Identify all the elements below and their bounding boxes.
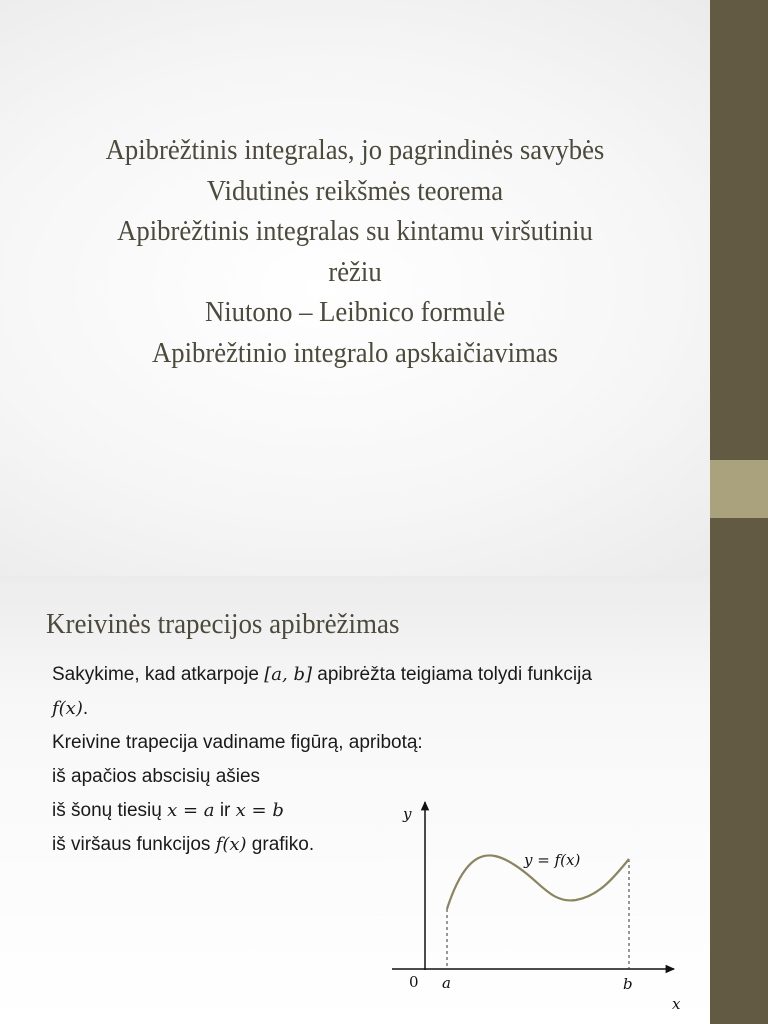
body-line-4: iš apačios abscisių ašies — [52, 766, 261, 787]
title-line-4: rėžiu — [328, 255, 382, 288]
body-line-2 — [52, 692, 722, 726]
title-line-3: Apibrėžtinis integralas su kintamu viršutiniu — [117, 215, 593, 247]
function-fx: f(x) — [52, 698, 83, 719]
x-axis-label: x — [672, 995, 681, 1013]
interval-ab: [a, b] — [264, 664, 313, 685]
function-fx-2: f(x) — [215, 834, 247, 855]
title-line-5: Niutono – Leibnico formulė — [204, 296, 506, 328]
title-line-1: Apibrėžtinis integralas, jo pagrindinės savybės — [105, 134, 605, 166]
title-line-2: Vidutinės reikšmės teorema — [206, 174, 504, 207]
sidebar-accent-block — [710, 460, 768, 518]
eq-x-a: x = a — [167, 800, 215, 821]
eq-x-b: x = b — [235, 800, 284, 821]
curve-label: y = f(x) — [524, 851, 581, 869]
title-line-6: Apibrėžtinio integralo apskaičiavimas — [151, 336, 559, 369]
y-axis-label: y — [403, 805, 412, 823]
slide-2 — [0, 576, 768, 1024]
body-line-3: Kreivine trapecija vadiname figūrą, apribotą: — [52, 732, 423, 753]
slide-2-sidebar — [710, 576, 768, 1024]
line2-period: . — [82, 698, 89, 719]
line6-text-post: grafiko. — [246, 834, 315, 855]
a-label: a — [442, 974, 451, 992]
line1-text-pre: Sakykime, kad atkarpoje — [52, 664, 265, 685]
slide-1-title — [56, 130, 654, 373]
slide-2-heading: Kreivinės trapecijos apibrėžimas — [46, 608, 400, 640]
line6-text-pre: iš viršaus funkcijos — [52, 834, 216, 855]
origin-label: 0 — [409, 973, 419, 991]
line1-text-post: apibrėžta teigiama tolydi funkcija — [312, 664, 592, 685]
line5-text-mid: ir — [214, 800, 236, 821]
b-label: b — [623, 975, 633, 993]
body-line-1 — [52, 658, 722, 692]
line5-text-pre: iš šonų tiesių — [52, 800, 168, 821]
slide-1-sidebar — [710, 0, 768, 576]
curvilinear-trapezoid-graph — [378, 790, 698, 1024]
